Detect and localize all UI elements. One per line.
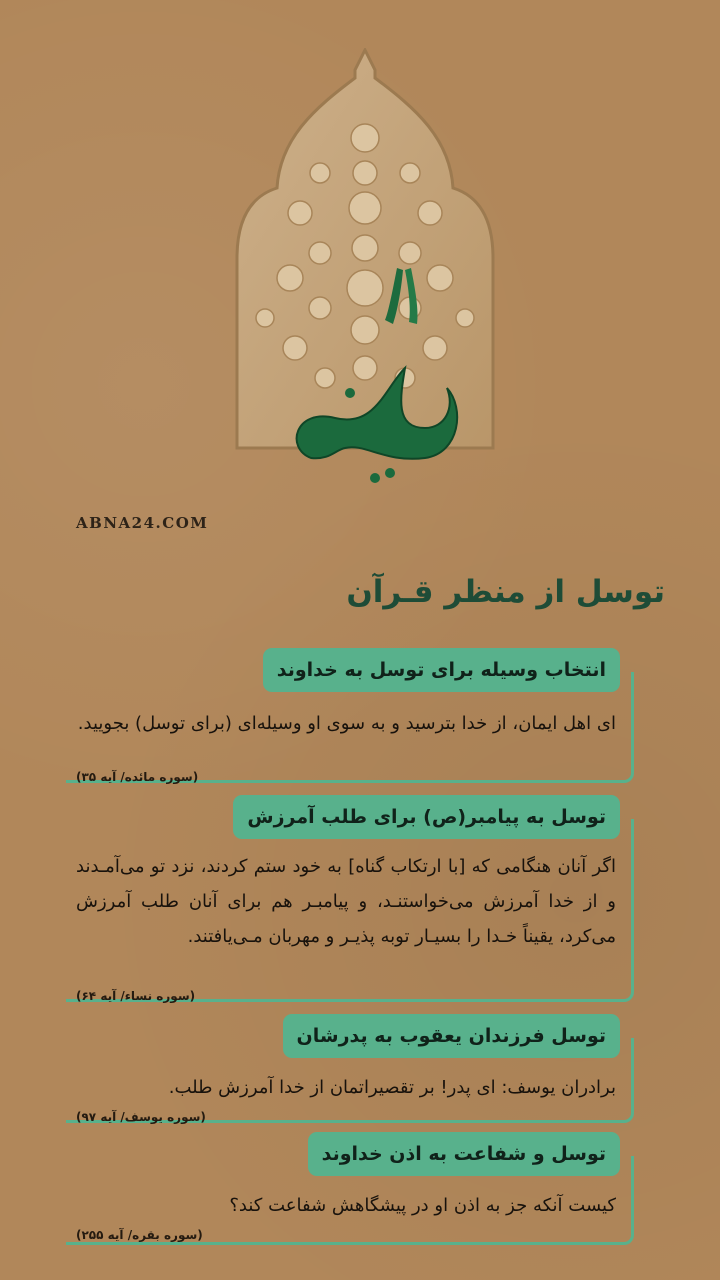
site-url: ABNA24.COM	[76, 514, 209, 532]
section-heading: انتخاب وسیله برای توسل به خداوند	[263, 648, 620, 692]
section-text: اگر آنان هنگامی که [با ارتکاب گناه] به خود ستم کردند، نزد تو می‌آمـدند و از خدا آمرزش می‌خواستنـد، و پیامبـر هم برای آنان طلب آمرزش می‌کرد، یقیناً خـدا را بسیـار توبه پذیـر و مهربان مـی‌یافتند.	[76, 856, 616, 947]
section-text: برادران یوسف: ای پدر! بر تقصیراتمان از خدا آمرزش طلب.	[168, 1077, 616, 1098]
section-card	[0, 795, 720, 1005]
section-reference: (سوره مائده/ آیه ۳۵)	[76, 770, 199, 784]
section-heading: توسل به پیامبر(ص) برای طلب آمرزش	[233, 795, 620, 839]
section-reference: (سوره یوسف/ آیه ۹۷)	[76, 1110, 206, 1124]
section-reference: (سوره نساء/ آیه ۶۴)	[76, 989, 196, 1003]
section-heading: توسل فرزندان یعقوب به پدرشان	[283, 1014, 620, 1058]
section-card	[0, 1014, 720, 1126]
section-heading: توسل و شفاعت به اذن خداوند	[308, 1132, 620, 1176]
section-card	[0, 1132, 720, 1248]
section-text: کیست آنکه جز به اذن او در پیشگاهش شفاعت کند؟	[229, 1195, 616, 1216]
section-card	[0, 648, 720, 786]
ahl-al-bayt-emblem	[225, 48, 505, 488]
page-title: توسل از منظر قـرآن	[346, 574, 665, 610]
section-text: ای اهل ایمان، از خدا بترسید و به سوی او وسیله‌ای (برای توسل) بجویید.	[77, 713, 616, 734]
section-reference: (سوره بقره/ آیه ۲۵۵)	[76, 1228, 203, 1242]
